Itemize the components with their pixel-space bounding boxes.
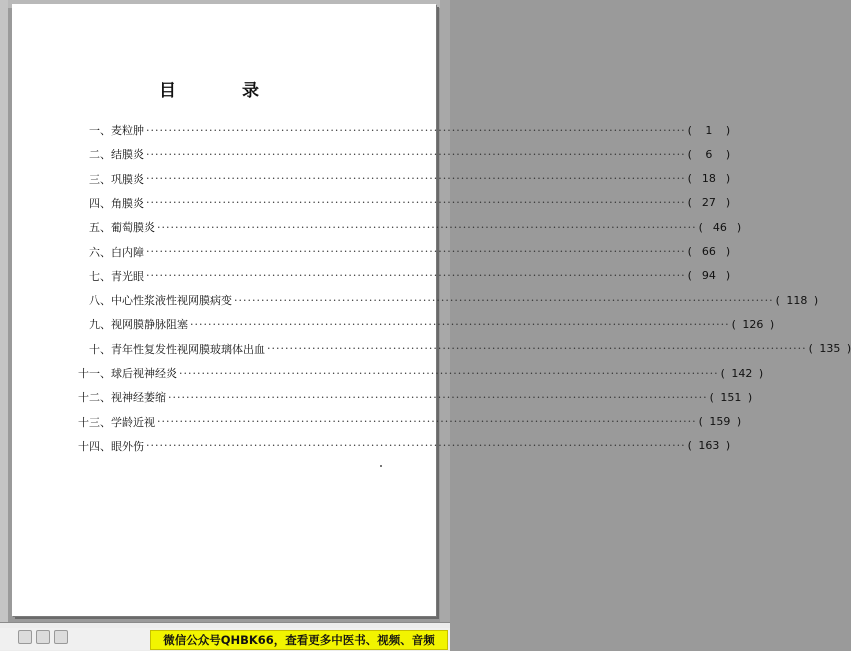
toc-leader-dots: ························································································································ [146,147,686,161]
toc-page-ref: ( 46 ) [698,220,742,234]
zoom-icon[interactable] [36,630,50,644]
toc-leader-dots: ························································································································ [146,269,686,283]
toc-entry-number: 三、 [89,172,111,186]
toc-page-ref: ( 118 ) [775,293,819,307]
toc-entry[interactable] [89,316,775,332]
toc-entry[interactable] [89,146,731,162]
toc-page-ref: ( 142 ) [720,366,764,380]
toc-page-ref: ( 159 ) [698,415,742,429]
toc-entry-title: 角膜炎 [111,196,144,210]
toc-entry-title: 视神经萎缩 [111,391,166,405]
toc-page-number: 163 [698,439,720,453]
toc-page-number: 118 [786,293,808,307]
toc-entry-number: 十四、 [78,439,111,453]
toc-page-ref: ( 163 ) [687,439,731,453]
toc-leader-dots: ························································································································ [179,366,719,380]
toc-entry-number: 四、 [89,196,111,210]
toc-entry-title: 学龄近视 [111,415,155,429]
toc-page-number: 6 [705,147,713,161]
toc-entry-number: 五、 [89,221,111,235]
toc-leader-dots: ························································································································ [267,342,807,356]
toc-page-ref: ( 1 ) [687,123,731,137]
toc-leader-dots: ························································································································ [146,245,686,258]
toc-entry[interactable] [78,365,764,381]
toc-entry-title: 葡萄膜炎 [111,221,155,235]
toc-leader-dots: ························································································································ [146,172,686,186]
page-title: 目 录 [159,81,289,101]
document-page [12,4,851,616]
toc-entry-title: 青年性复发性视网膜玻璃体出血 [111,342,265,356]
toc-entry[interactable] [78,389,753,405]
toc-entry[interactable] [89,171,731,187]
toc-entry-title: 巩膜炎 [111,172,144,186]
toc-leader-dots: ························································································································ [146,123,686,137]
toc-entry-number: 十一、 [78,367,111,380]
toc-page-number: 66 [701,245,716,258]
toc-leader-dots: ························································································································ [146,439,686,453]
toc-entry-number: 十、 [89,342,111,356]
toc-leader-dots: ························································································································ [157,220,697,234]
toc-entry[interactable] [78,438,731,454]
toc-leader-dots: ························································································································ [157,415,697,429]
toc-entry[interactable] [89,195,731,211]
toc-page-ref: ( 27 ) [687,196,731,210]
toc-entry-number: 六、 [89,245,111,259]
toc-entry-title: 结膜炎 [111,148,144,162]
fit-icon[interactable] [54,630,68,644]
toc-entry-number: 九、 [89,318,111,332]
toc-page-number: 94 [701,269,716,283]
toc-page-number: 142 [731,366,753,380]
toc-leader-dots: ························································································································ [168,390,708,404]
page-icon[interactable] [18,630,32,644]
toc-page-number: 18 [701,172,716,186]
toc-entry-title: 白内障 [111,245,144,259]
viewer-left-bar [0,0,8,650]
toc-entry[interactable] [89,122,731,138]
toc-page-number: 151 [720,390,742,404]
toc-entry-title: 球后视神经炎 [111,367,177,380]
toc-entry-number: 二、 [89,148,111,162]
scan-speck [380,465,382,467]
toc-page-ref: ( 151 ) [709,390,753,404]
toc-page-ref: ( 135 ) [808,342,851,356]
toc-page-ref: ( 18 ) [687,172,731,186]
toc-entry[interactable] [89,268,731,284]
toc-entry[interactable] [89,341,851,357]
toc-page-number: 1 [705,123,713,137]
toc-page-ref: ( 66 ) [687,245,731,258]
toc-entry-title: 麦粒肿 [111,124,144,137]
toc-entry-title: 眼外伤 [111,439,144,453]
toc-entry-number: 一、 [89,124,111,137]
toc-entry[interactable] [89,219,742,235]
toc-page-ref: ( 94 ) [687,269,731,283]
toc-entry[interactable] [89,244,731,260]
toc-entry[interactable] [78,414,742,430]
toc-leader-dots: ························································································································ [190,317,730,331]
toc-page-number: 27 [701,196,716,210]
toc-entry-number: 十二、 [78,391,111,405]
toc-entry[interactable] [89,292,819,308]
toc-page-ref: ( 126 ) [731,317,775,331]
toc-entry-title: 青光眼 [111,269,144,283]
toc-leader-dots: ························································································································ [234,293,774,307]
toc-entry-number: 十三、 [78,415,111,429]
toc-entry-number: 八、 [89,294,111,308]
toc-entry-title: 视网膜静脉阻塞 [111,318,188,332]
toc-entry-number: 七、 [89,269,111,283]
toc-page-number: 46 [712,220,727,234]
toc-page-number: 135 [819,342,841,356]
toc-page-number: 126 [742,317,764,331]
promo-banner[interactable]: 微信公众号QHBK66，查看更多中医书、视频、音频 [150,630,448,650]
toc-page-number: 159 [709,415,731,429]
toc-leader-dots: ························································································································ [146,196,686,210]
status-icons [18,630,68,644]
toc-page-ref: ( 6 ) [687,147,731,161]
toc-entry-title: 中心性浆液性视网膜病变 [111,294,232,308]
